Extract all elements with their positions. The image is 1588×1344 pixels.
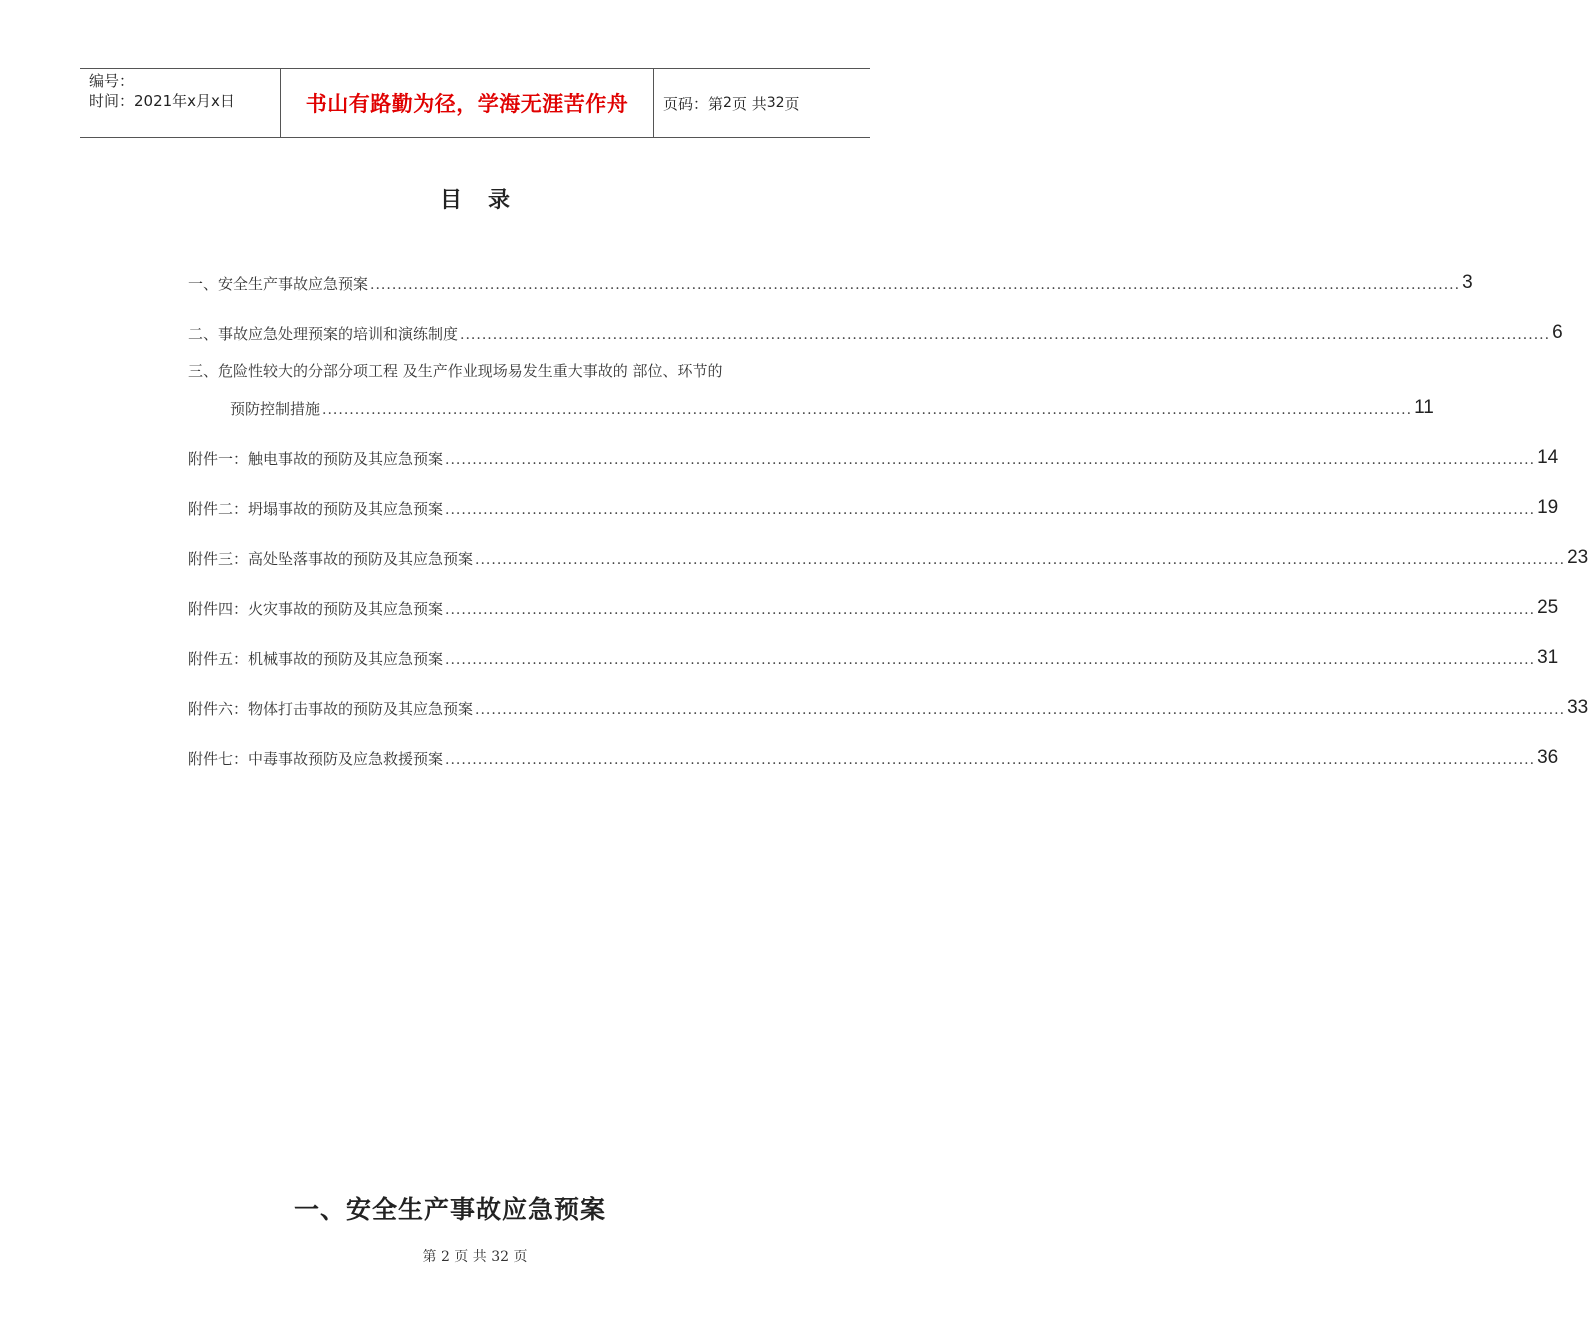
toc-leader-dots: ........................................................................................................................................................................................................ xyxy=(445,752,1536,768)
toc-leader-dots: ........................................................................................................................................................................................................ xyxy=(322,402,1413,418)
toc-entry-page: 36 xyxy=(1537,747,1559,768)
toc-entry[interactable] xyxy=(188,545,1588,569)
toc-entry-label: 附件四：火灾事故的预防及其应急预案 xyxy=(188,600,444,618)
toc-entry-label: 附件一：触电事故的预防及其应急预案 xyxy=(188,450,444,468)
toc-entry-label: 附件五：机械事故的预防及其应急预案 xyxy=(188,650,444,668)
toc-title xyxy=(0,183,950,214)
toc-entry[interactable] xyxy=(188,270,1473,294)
toc-leader-dots: ........................................................................................................................................................................................................ xyxy=(460,327,1551,343)
toc-entry-page: 3 xyxy=(1462,272,1473,293)
section-heading: 一、安全生产事故应急预案 xyxy=(293,1195,606,1224)
toc-entry-page: 25 xyxy=(1537,597,1559,618)
toc-entry[interactable] xyxy=(188,645,1559,669)
toc-entry[interactable] xyxy=(188,595,1559,619)
toc-leader-dots: ........................................................................................................................................................................................................ xyxy=(475,702,1566,718)
page-total: 32 xyxy=(766,95,785,111)
page-suffix: 页 xyxy=(784,94,800,113)
toc-entry[interactable] xyxy=(188,445,1559,469)
toc-leader-dots: ........................................................................................................................................................................................................ xyxy=(445,602,1536,618)
toc-entry[interactable] xyxy=(230,395,1434,419)
toc-title-char-2: 录 xyxy=(488,187,511,213)
toc-entry-page: 31 xyxy=(1537,647,1559,668)
page-header xyxy=(80,68,870,138)
toc-entry-line[interactable]: 三、危险性较大的分部分项工程 及生产作业现场易发生重大事故的 部位、环节的 xyxy=(188,362,723,380)
page-prefix: 页码：第 xyxy=(663,94,724,113)
toc-entry[interactable] xyxy=(188,745,1559,769)
toc-entry-label: 二、事故应急处理预案的培训和演练制度 xyxy=(188,325,459,343)
toc-entry-label: 附件三：高处坠落事故的预防及其应急预案 xyxy=(188,550,474,568)
toc-entry-label: 附件二：坍塌事故的预防及其应急预案 xyxy=(188,500,444,518)
document-number-label: 编号： xyxy=(89,72,135,90)
toc-entry-label: 附件六：物体打击事故的预防及其应急预案 xyxy=(188,700,474,718)
header-motto: 书山有路勤为径，学海无涯苦作舟 xyxy=(281,69,654,137)
toc-leader-dots: ........................................................................................................................................................................................................ xyxy=(370,277,1461,293)
toc-entry-page: 6 xyxy=(1552,322,1563,343)
toc-entry[interactable] xyxy=(188,695,1588,719)
toc-entry-page: 33 xyxy=(1567,697,1588,718)
toc-entry[interactable] xyxy=(188,320,1563,344)
toc-entry-page: 23 xyxy=(1567,547,1588,568)
page-footer: 第 2 页 共 32 页 xyxy=(422,1249,528,1265)
page-current: 2 xyxy=(723,95,732,111)
header-meta xyxy=(80,69,281,137)
toc-entry-label: 预防控制措施 xyxy=(230,400,321,418)
toc-leader-dots: ........................................................................................................................................................................................................ xyxy=(445,452,1536,468)
toc-leader-dots: ........................................................................................................................................................................................................ xyxy=(445,502,1536,518)
toc-entry-page: 19 xyxy=(1537,497,1559,518)
toc-entry-label: 附件七：中毒事故预防及应急救援预案 xyxy=(188,750,444,768)
toc-leader-dots: ........................................................................................................................................................................................................ xyxy=(475,552,1566,568)
toc-entry-page: 14 xyxy=(1537,447,1559,468)
toc-title-char-1: 目 xyxy=(439,187,462,213)
page-mid: 页 共 xyxy=(731,94,767,113)
header-page-info xyxy=(654,69,870,137)
toc-leader-dots: ........................................................................................................................................................................................................ xyxy=(445,652,1536,668)
toc-entry[interactable] xyxy=(188,495,1559,519)
toc-entry-label: 一、安全生产事故应急预案 xyxy=(188,275,369,293)
document-time: 时间：2021年x月x日 xyxy=(89,92,235,110)
toc-entry-page: 11 xyxy=(1414,397,1434,418)
